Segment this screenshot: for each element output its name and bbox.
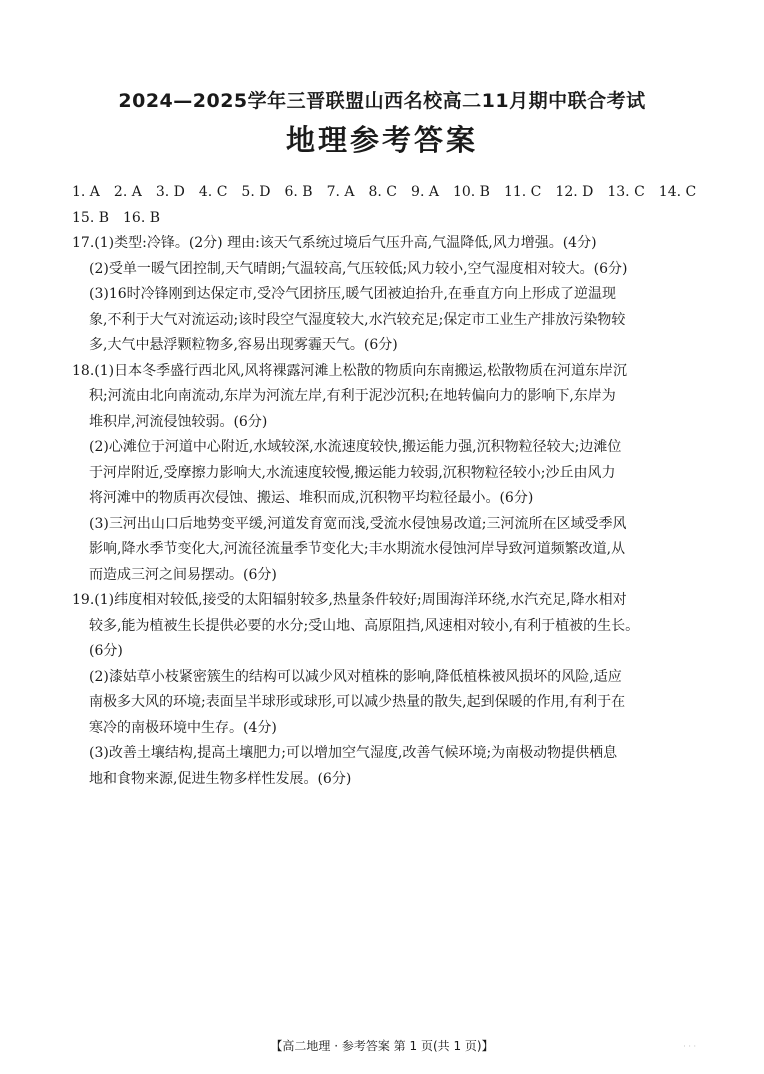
q18-part2-line2: 于河岸附近,受摩擦力影响大,水流速度较慢,搬运能力较弱,沉积物粒径较小;沙丘由风力 — [89, 464, 616, 481]
q18-part1-line2: 积;河流由北向南流动,东岸为河流左岸,有利于泥沙沉积;在地转偏向力的影响下,东岸为 — [89, 388, 616, 404]
q17-part3-line3: 多,大气中悬浮颗粒物多,容易出现雾霾天气。(6分) — [89, 337, 398, 353]
q17-part2: (2)受单一暖气团控制,天气晴朗;气温较高,气压较低;风力较小,空气湿度相对较大。(6分) — [89, 260, 628, 277]
q19-part2-line1: (2)漆姑草小枝紧密簇生的结构可以减少风对植株的影响,降低植株被风损坏的风险,适应 — [89, 668, 622, 685]
page-title: 地理参考答案 — [285, 123, 478, 157]
q19-part1-line1: 19.(1)纬度相对较低,接受的太阳辐射较多,热量条件较好;周围海洋环绕,水汽充足,降水相对 — [72, 592, 627, 608]
question-17 — [72, 231, 700, 359]
mc-answer: 3. D — [155, 184, 185, 200]
mc-answer: 5. D — [241, 184, 271, 200]
exam-title: 2024—2025学年三晋联盟山西名校高二11月期中联合考试 — [118, 90, 646, 112]
q18-part2-line1: (2)心滩位于河道中心附近,水域较深,水流速度较快,搬运能力强,沉积物粒径较大;边滩位 — [89, 439, 622, 455]
mc-answer: 13. C — [607, 184, 645, 200]
mc-answers-row-1 — [72, 180, 700, 206]
q17-part3-line1: (3)16时冷锋刚到达保定市,受冷气团挤压,暖气团被迫抬升,在垂直方向上形成了逆温现 — [89, 286, 616, 302]
mc-answer: 7. A — [326, 184, 355, 200]
q19-part2-line2: 南极多大风的环境;表面呈半球形或球形,可以减少热量的散失,起到保暖的作用,有利于在 — [89, 694, 626, 710]
q18-part3-line3: 而造成三河之间易摆动。(6分) — [89, 566, 277, 583]
mc-answer: 10. B — [452, 184, 490, 200]
q19-part3-line2: 地和食物来源,促进生物多样性发展。(6分) — [89, 770, 352, 787]
page-footer: 【高二地理 · 参考答案 第 1 页(共 1 页)】 — [270, 1039, 494, 1053]
mc-answer: 11. C — [503, 184, 542, 200]
q19-part2-line3: 寒冷的南极环境中生存。(4分) — [89, 719, 277, 736]
q19-part1-line3: (6分) — [89, 643, 123, 659]
q19-part3-line1: (3)改善土壤结构,提高土壤肥力;可以增加空气湿度,改善气候环境;为南极动物提供栖息 — [89, 745, 618, 761]
mc-answer: 1. A — [72, 184, 100, 200]
mc-answer: 12. D — [555, 184, 594, 200]
mc-answer: 4. C — [198, 184, 228, 200]
decorative-dots: · · · — [683, 1042, 696, 1051]
question-number: 18. — [72, 362, 95, 379]
question-number: 19. — [72, 592, 95, 608]
mc-answer: 16. B — [123, 209, 161, 226]
mc-answer: 6. B — [284, 184, 313, 200]
mc-answer: 15. B — [72, 209, 110, 226]
q18-part1-line3: 堆积岸,河流侵蚀较弱。(6分) — [89, 413, 268, 430]
q17-part1: 17.(1)类型:冷锋。(2分) 理由:该天气系统过境后气压升高,气温降低,风力增强。(4分) — [72, 235, 597, 251]
answer-body — [72, 180, 700, 792]
question-number: 17. — [72, 235, 95, 251]
mc-answer: 9. A — [411, 184, 439, 200]
mc-answers-row-2 — [72, 206, 700, 232]
mc-answer: 8. C — [368, 184, 398, 200]
q18-part3-line2: 影响,降水季节变化大,河流径流量季节变化大;丰水期流水侵蚀河岸导致河道频繁改道,从 — [89, 541, 626, 557]
q17-part3-line2: 象,不利于大气对流运动;该时段空气湿度较大,水汽较充足;保定市工业生产排放污染物较 — [89, 311, 626, 328]
q19-part1-line2: 较多,能为植被生长提供必要的水分;受山地、高原阻挡,风速相对较小,有利于植被的生长。 — [89, 617, 640, 634]
mc-answer: 14. C — [658, 184, 697, 200]
q18-part3-line1: (3)三河出山口后地势变平缓,河道发育宽而浅,受流水侵蚀易改道;三河流所在区域受季风 — [89, 515, 627, 532]
question-18 — [72, 359, 700, 589]
mc-answer: 2. A — [113, 184, 142, 200]
question-19 — [72, 588, 700, 792]
q18-part1-line1: 18.(1)日本冬季盛行西北风,风将裸露河滩上松散的物质向东南搬运,松散物质在河道东岸沉 — [72, 362, 627, 379]
q18-part2-line3: 将河滩中的物质再次侵蚀、搬运、堆积而成,沉积物平均粒径最小。(6分) — [89, 490, 534, 506]
